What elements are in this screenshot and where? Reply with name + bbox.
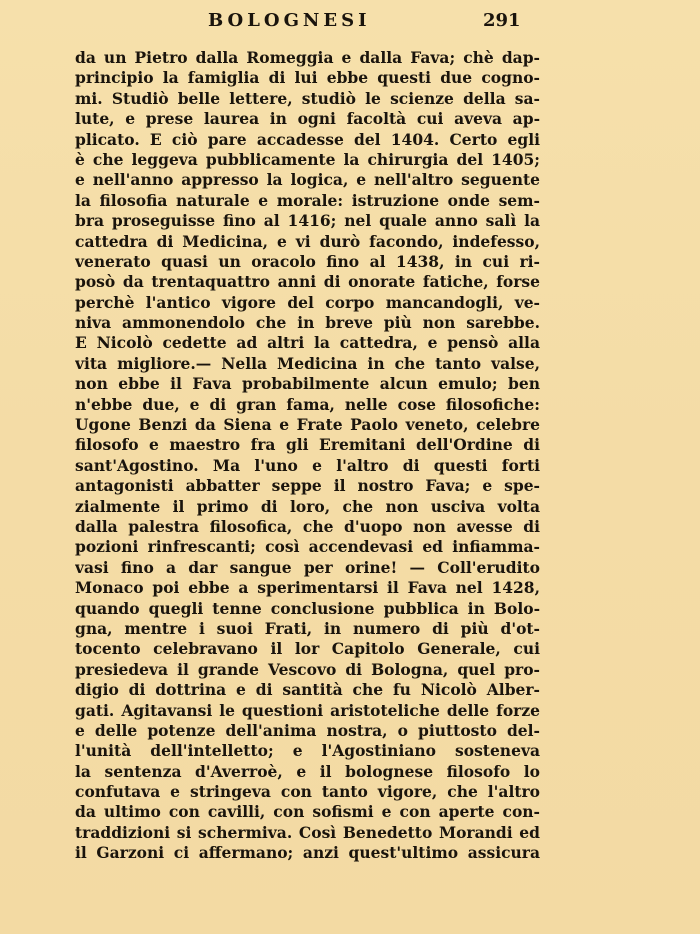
- text-line: cattedra di Medicina, e vi durò facondo, indefesso,: [75, 231, 540, 251]
- text-line: plicato. E ciò pare accadesse del 1404. Certo egli: [75, 129, 540, 149]
- text-line: gati. Agitavansi le questioni aristoteliche delle forze: [75, 700, 540, 720]
- text-line: da ultimo con cavilli, con sofismi e con aperte con-: [75, 802, 540, 822]
- text-line: niva ammonendolo che in breve più non sarebbe.: [75, 313, 540, 333]
- text-line: l'unità dell'intelletto; e l'Agostiniano sosteneva: [75, 741, 540, 761]
- body-text: [75, 48, 540, 864]
- page-number: 291: [483, 10, 521, 31]
- text-line: e delle potenze dell'anima nostra, o piuttosto del-: [75, 720, 540, 740]
- text-line: il Garzoni ci affermano; anzi quest'ultimo assicura: [75, 843, 540, 863]
- text-line: Monaco poi ebbe a sperimentarsi il Fava nel 1428,: [75, 578, 540, 598]
- text-line: E Nicolò cedette ad altri la cattedra, e pensò alla: [75, 333, 540, 353]
- text-line: bra proseguisse fino al 1416; nel quale anno salì la: [75, 211, 540, 231]
- running-head-title: BOLOGNESI: [208, 10, 371, 31]
- text-line: e nell'anno appresso la logica, e nell'altro seguente: [75, 170, 540, 190]
- text-line: traddizioni si schermiva. Così Benedetto Morandi ed: [75, 822, 540, 842]
- text-line: perchè l'antico vigore del corpo mancandogli, ve-: [75, 292, 540, 312]
- text-line: antagonisti abbatter seppe il nostro Fava; e spe-: [75, 476, 540, 496]
- text-line: lute, e prese laurea in ogni facoltà cui aveva ap-: [75, 109, 540, 129]
- text-line: vasi fino a dar sangue per orine! — Coll'erudito: [75, 557, 540, 577]
- text-line: non ebbe il Fava probabilmente alcun emulo; ben: [75, 374, 540, 394]
- text-line: posò da trentaquattro anni di onorate fatiche, forse: [75, 272, 540, 292]
- text-line: digio di dottrina e di santità che fu Nicolò Alber-: [75, 680, 540, 700]
- text-line: dalla palestra filosofica, che d'uopo non avesse di: [75, 516, 540, 536]
- text-line: Ugone Benzi da Siena e Frate Paolo veneto, celebre: [75, 415, 540, 435]
- text-line: pozioni rinfrescanti; così accendevasi ed infiamma-: [75, 537, 540, 557]
- text-line: quando quegli tenne conclusione pubblica in Bolo-: [75, 598, 540, 618]
- text-line: gna, mentre i suoi Frati, in numero di più d'ot-: [75, 618, 540, 638]
- text-line: filosofo e maestro fra gli Eremitani dell'Ordine di: [75, 435, 540, 455]
- text-line: venerato quasi un oracolo fino al 1438, in cui ri-: [75, 251, 540, 271]
- text-line: mi. Studiò belle lettere, studiò le scienze della sa-: [75, 88, 540, 108]
- text-line: confutava e stringeva con tanto vigore, che l'altro: [75, 782, 540, 802]
- text-line: da un Pietro dalla Romeggia e dalla Fava; chè dap-: [75, 48, 540, 67]
- text-line: principio la famiglia di lui ebbe questi due cogno-: [75, 68, 540, 88]
- text-line: la sentenza d'Averroè, e il bolognese filosofo lo: [75, 761, 540, 781]
- text-line: è che leggeva pubblicamente la chirurgia del 1405;: [75, 149, 540, 169]
- text-line: tocento celebravano il lor Capitolo Generale, cui: [75, 639, 540, 659]
- text-line: la filosofia naturale e morale: istruzione onde sem-: [75, 190, 540, 210]
- text-line: presiedeva il grande Vescovo di Bologna, quel pro-: [75, 659, 540, 679]
- text-line: n'ebbe due, e di gran fama, nelle cose filosofiche:: [75, 394, 540, 414]
- text-line: sant'Agostino. Ma l'uno e l'altro di questi forti: [75, 455, 540, 475]
- text-line: vita migliore.— Nella Medicina in che tanto valse,: [75, 353, 540, 373]
- text-line: zialmente il primo di loro, che non usciva volta: [75, 496, 540, 516]
